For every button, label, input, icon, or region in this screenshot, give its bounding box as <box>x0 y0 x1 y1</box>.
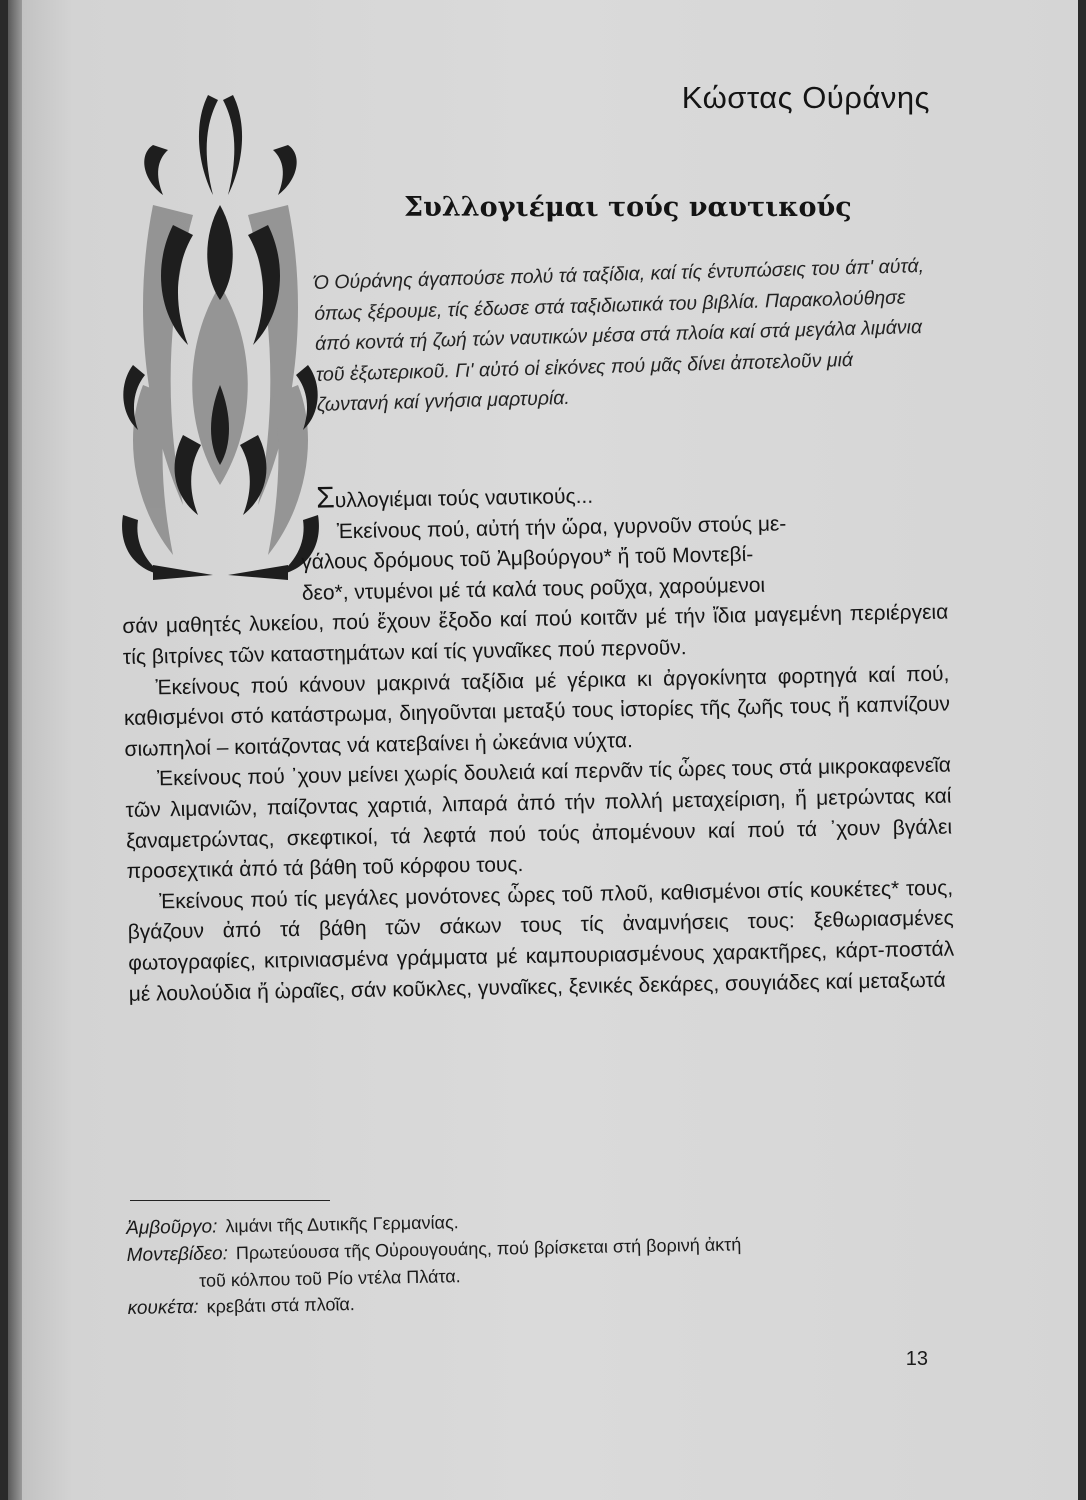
drop-cap: Σ <box>315 481 336 515</box>
footnote-definition: λιμάνι τῆς Δυτικῆς Γερμανίας. <box>225 1212 459 1237</box>
footnote-separator <box>130 1200 330 1201</box>
chapter-title: Συλλογιέμαι τούς ναυτικούς <box>404 192 852 223</box>
paragraph-1-line-2: γάλους δρόμους τοῦ Ἀμβούργου* ἤ τοῦ Μοντεβί- <box>301 543 754 575</box>
paragraph-1-rest: σάν μαθητές λυκείου, πού ἔχουν ἔξοδο καί πού κοιτᾶν μέ τήν ἴδια μαγεμένη περιέργεια τίς βιτρίνες τῶν καταστημάτων καί τίς γυναῖκες πού περνοῦν. <box>122 600 949 669</box>
intro-paragraph: Ό Ούράνης άγαπούσε πολύ τά ταξίδια, καί τίς έντυπώσεις του άπ' αύτά, όπως ξέρουμε, τίς έδωσε στά ταξιδιωτικά του βιβλία. Παρακολούθησε άπό κοντά τή ζωή τών ναυτικών μέσα στά πλοία καί στά μεγάλα λιμάνια τοῦ ἐξωτερικοῦ. Γι' αὐτό οἱ εἰκόνες πού μᾶς δίνει ἀποτελοῦν μιά ζωντανή καί γνήσια μαρτυρία. <box>313 254 925 416</box>
book-page <box>8 0 1078 1500</box>
footnote-definition: Πρωτεύουσα τῆς Οὐρουγουάης, πού βρίσκεται στή βορινή ἀκτή <box>235 1234 742 1264</box>
footnote-continuation: τοῦ κόλπου τοῦ Ρίο ντέλα Πλάτα. <box>198 1266 461 1291</box>
paragraph-2: Ἐκείνους πού κάνουν μακρινά ταξίδια μέ γέρικα κι ἀργοκίνητα φορτηγά καί πού, καθισμένοι στό κατάστρωμα, διηγοῦνται μεταξύ τους ἱστορίες τῆς ζωῆς τους ἤ καπνίζουν σιωπηλοί – κοιτάζοντας νά κατεβαίνει ἡ ὠκεάνια νύχτα. <box>123 662 951 761</box>
page-number: 13 <box>905 1348 928 1370</box>
author-name: Κώστας Ούράνης <box>681 80 930 115</box>
footnotes <box>126 1201 958 1322</box>
paragraph-1-line-3: δεο*, ντυμένοι μέ τά καλά τους ροῦχα, χαρούμενοι <box>301 573 766 605</box>
footnote-term: Μοντεβίδεο: <box>126 1243 229 1266</box>
paragraph-1-lead: Ἐκείνους πού, αὐτή τήν ὥρα, γυρνοῦν στούς με- <box>336 511 787 543</box>
opening-text: υλλογιέμαι τούς ναυτικούς... <box>334 484 594 513</box>
footnote-term: Ἀμβοῦργο: <box>126 1216 218 1239</box>
footnote-term: κουκέτα: <box>127 1296 199 1319</box>
main-text <box>120 476 955 1010</box>
paragraph-3: Ἐκείνους πού ᾽χουν μείνει χωρίς δουλειά καί περνᾶν τίς ὧρες τους στά μικροκαφενεῖα τῶν λιμανιῶν, παίζοντας χαρτιά, λιπαρά ἀπό τήν πολλή μεταχείριση, ἤ μετρώντας καί ξαναμετρώντας, σκεφτικοί, τά λεφτά πού τούς ἀπομένουν καί πού τά ᾽χουν βγάλει προσεχτικά ἀπό τά βάθη τοῦ κόρφου τους. <box>125 753 953 884</box>
footnote-definition: κρεβάτι στά πλοῖα. <box>206 1294 355 1317</box>
paragraph-4: Ἐκείνους πού τίς μεγάλες μονότονες ὧρες τοῦ πλοῦ, καθισμένοι στίς κουκέτες* τους, βγάζουν ἀπό τά βάθη τῶν σάκων τους τίς ἀναμνήσεις τους: ξεθωριασμένες φωτογραφίες, κιτρινιασμένα γράμματα μέ καμπουριασμένους χαρακτῆρες, κάρτ-ποστάλ μέ λουλούδια ἤ ὡραῖες, σάν κοῦκλες, γυναῖκες, ξενικές δεκάρες, σουγιάδες καί μεταξωτά <box>127 876 955 1006</box>
book-spine <box>8 0 22 1500</box>
